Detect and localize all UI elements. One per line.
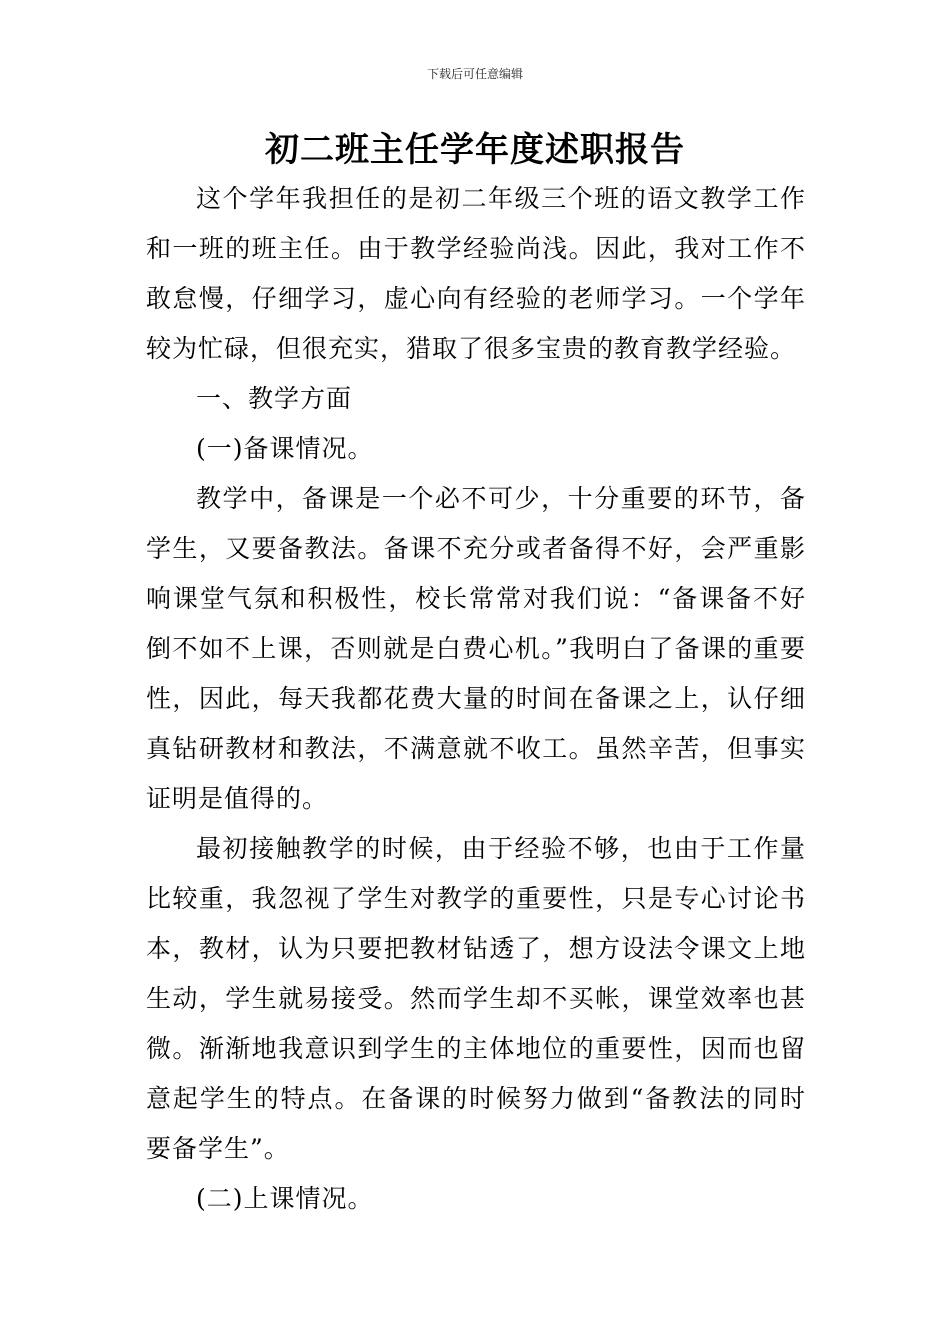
paragraph-early-teaching: 最初接触教学的时候，由于经验不够，也由于工作量比较重，我忽视了学生对教学的重要性，只是专心讨论书本，教材，认为只要把教材钻透了，想方设法令课文上地生动，学生就易接受。然而学生却不买帐，课堂效率也甚微。渐渐地我意识到学生的主体地位的重要性，因而也留意起学生的特点。在备课的时候努力做到“备教法的同时要备学生”。 [146,834,806,1163]
paragraph-intro: 这个学年我担任的是初二年级三个班的语文教学工作和一班的班主任。由于教学经验尚浅。因此，我对工作不敢怠慢，仔细学习，虚心向有经验的老师学习。一个学年较为忙碌，但很充实，猎取了很多宝贵的教育教学经验。 [146,184,806,363]
subsection-heading-class-teaching: (二)上课情况。 [196,1184,374,1213]
section-heading-teaching: 一、教学方面 [196,384,353,413]
document-title: 初二班主任学年度述职报告 [265,130,685,170]
subsection-heading-lesson-prep: (一)备课情况。 [196,434,374,463]
header-note: 下载后可任意编辑 [426,67,523,81]
paragraph-lesson-prep: 教学中，备课是一个必不可少，十分重要的环节，备学生，又要备教法。备课不充分或者备得不好，会严重影响课堂气氛和积极性，校长常常对我们说：“备课备不好倒不如不上课，否则就是白费心机。”我明白了备课的重要性，因此，每天我都花费大量的时间在备课之上，认仔细真钻研教材和教法，不满意就不收工。虽然辛苦，但事实证明是值得的。 [146,484,806,813]
document-body [146,174,806,1224]
